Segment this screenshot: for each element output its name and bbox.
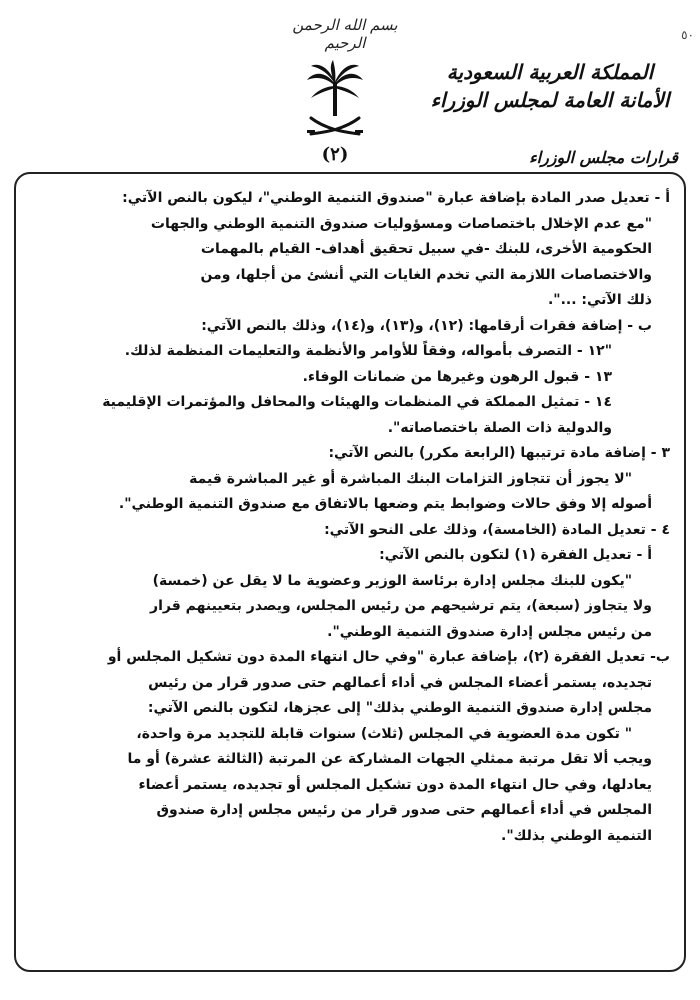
body-line: تجديده، يستمر أعضاء المجلس في أداء أعمالهم حتى صدور قرار من رئيس bbox=[148, 674, 652, 691]
kingdom-name: المملكة العربية السعودية bbox=[446, 60, 654, 84]
body-line: "لا يجوز أن تتجاوز التزامات البنك المباشرة أو غير المباشرة قيمة bbox=[189, 470, 632, 487]
body-line: مجلس إدارة صندوق التنمية الوطني بذلك" إلى عجزها، لتكون بالنص الآتي: bbox=[147, 700, 652, 716]
agency-name: الأمانة العامة لمجلس الوزراء bbox=[430, 88, 670, 112]
body-line: ٤ - تعديل المادة (الخامسة)، وذلك على النحو الآتي: bbox=[324, 521, 670, 538]
body-line: ١٤ - تمثيل المملكة في المنظمات والهيئات والمحافل والمؤتمرات الإقليمية bbox=[102, 394, 612, 410]
basmala: بسم الله الرحمن الرحيم bbox=[292, 16, 398, 52]
masthead bbox=[430, 58, 670, 114]
body-line: ب- تعديل الفقرة (٢)، بإضافة عبارة "وفي حال انتهاء المدة دون تشكيل المجلس أو bbox=[107, 649, 670, 665]
palm-tree-emblem-icon bbox=[305, 60, 365, 142]
body-line: ذلك الآتي: ...". bbox=[547, 292, 652, 308]
body-line: والدولية ذات الصلة باختصاصاته". bbox=[387, 419, 612, 436]
body-line: أ - تعديل الفقرة (١) لتكون بالنص الآتي: bbox=[379, 547, 652, 563]
page-number: (٢) bbox=[321, 144, 349, 165]
page-mark: ٥٠ bbox=[681, 28, 694, 42]
body-line: ب - إضافة فقرات أرقامها: (١٢)، و(١٣)، و(١٤)، وذلك بالنص الآتي: bbox=[201, 317, 652, 334]
body-line: أصوله إلا وفق حالات وضوابط يتم وضعها بالاتفاق مع صندوق التنمية الوطني". bbox=[118, 496, 652, 512]
body-line: "١٢ - التصرف بأمواله، وفقاً للأوامر والأنظمة والتعليمات المنظمة لذلك. bbox=[124, 343, 612, 359]
body-line: من رئيس مجلس إدارة صندوق التنمية الوطني". bbox=[327, 623, 652, 640]
body-line: يعادلها، وفي حال انتهاء المدة دون تشكيل المجلس أو تجديده، يستمر أعضاء bbox=[138, 776, 652, 793]
body-line: التنمية الوطني بذلك". bbox=[501, 827, 652, 844]
body-line: "مع عدم الإخلال باختصاصات ومسؤوليات صندوق التنمية الوطني والجهات bbox=[150, 215, 652, 232]
body-line: ٣ - إضافة مادة ترتيبها (الرابعة مكرر) بالنص الآتي: bbox=[328, 445, 670, 461]
body-line: والاختصاصات اللازمة التي تخدم الغايات التي أنشئ من أجلها، ومن bbox=[200, 266, 652, 283]
body-line: المجلس في أداء أعمالهم حتى صدور قرار من رئيس مجلس إدارة صندوق bbox=[156, 802, 652, 818]
body-line: أ - تعديل صدر المادة بإضافة عبارة "صندوق التنمية الوطني"، ليكون بالنص الآتي: bbox=[122, 190, 670, 206]
body-line: ١٣ - قبول الرهون وغيرها من ضمانات الوفاء. bbox=[302, 368, 612, 385]
body-line: "يكون للبنك مجلس إدارة برئاسة الوزير وعضوية ما لا يقل عن (خمسة) bbox=[152, 572, 632, 589]
body-line: " تكون مدة العضوية في المجلس (ثلاث) سنوات قابلة للتجديد مرة واحدة، bbox=[136, 725, 632, 742]
body-line: ويجب ألا تقل مرتبة ممثلي الجهات المشاركة عن المرتبة (الثالثة عشرة) أو ما bbox=[127, 751, 652, 767]
body-line: الحكومية الأخرى، للبنك -في سبيل تحقيق أهداف- القيام بالمهمات bbox=[200, 241, 652, 257]
decision-body bbox=[30, 186, 670, 849]
body-line: ولا يتجاوز (سبعة)، يتم ترشيحهم من رئيس المجلس، ويصدر بتعيينهم قرار bbox=[150, 598, 652, 614]
section-heading: قرارات مجلس الوزراء bbox=[529, 148, 678, 167]
